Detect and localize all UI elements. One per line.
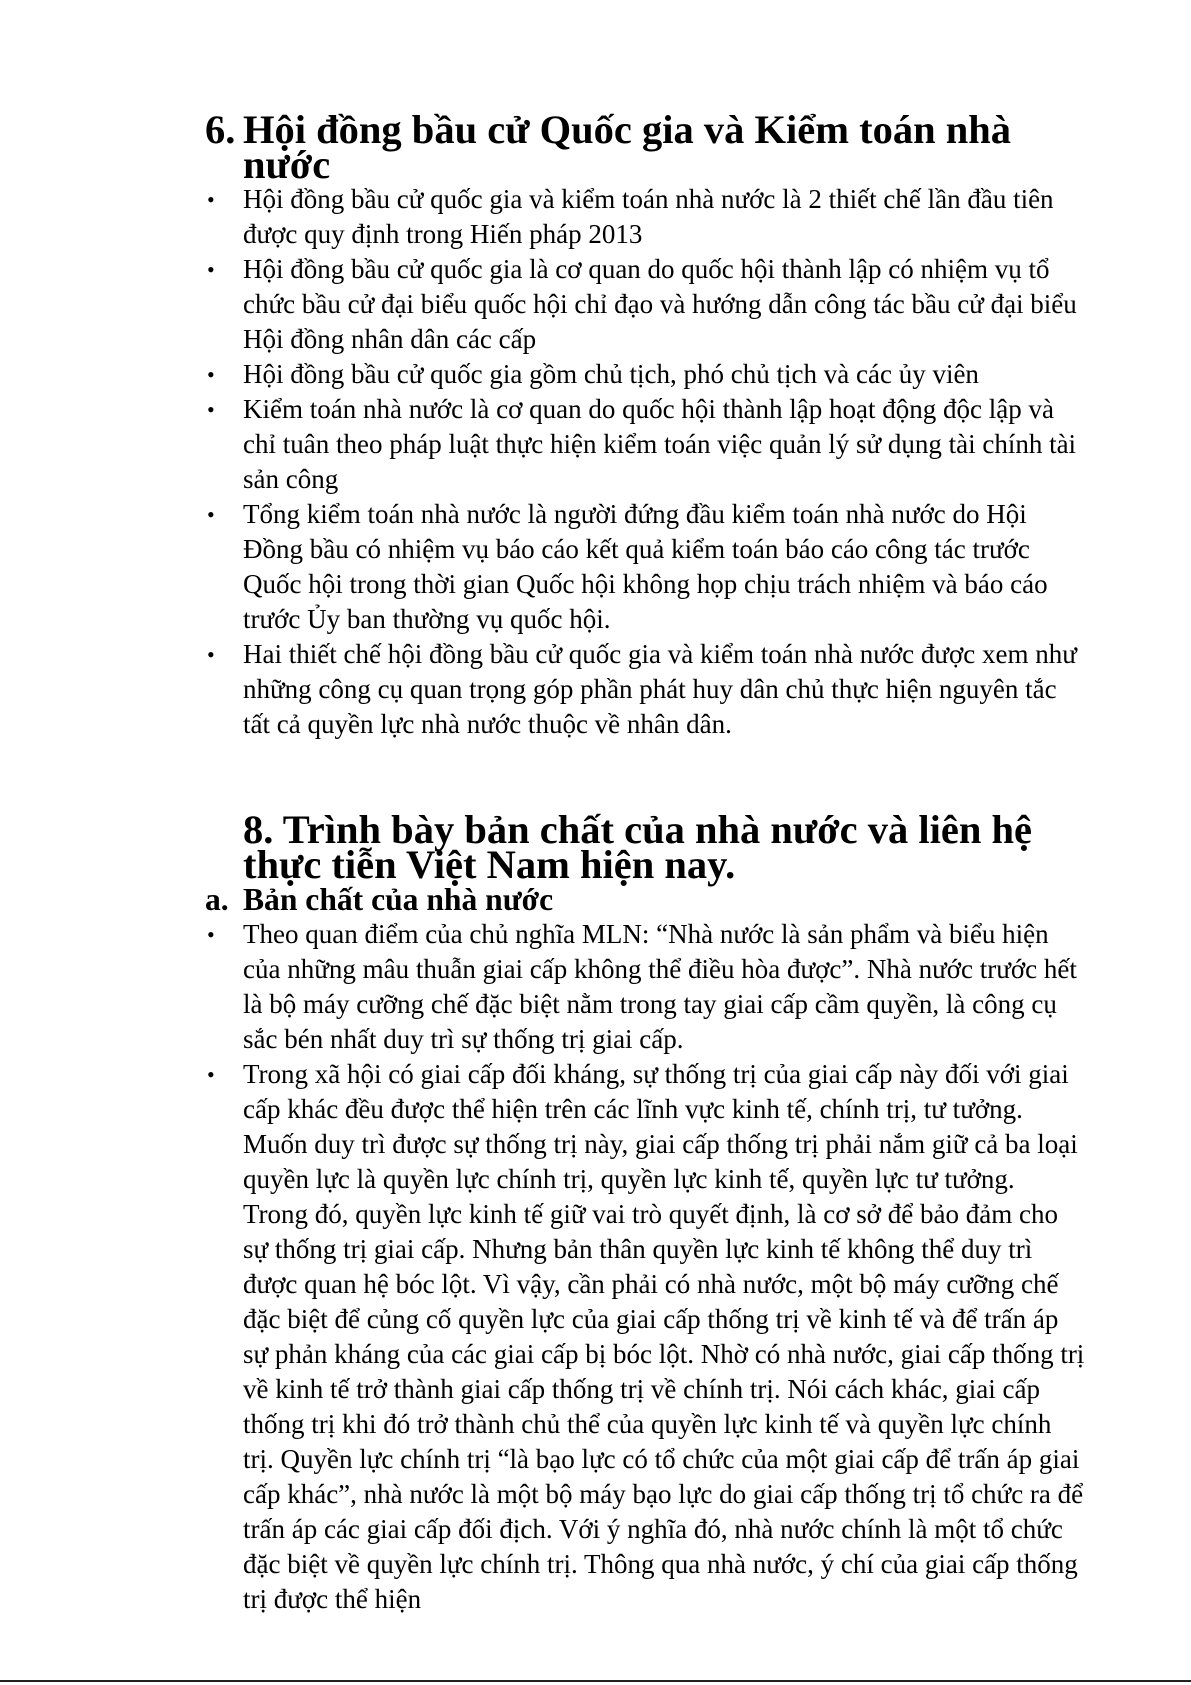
bullet-icon: •: [207, 1062, 215, 1087]
list-item-text: Hội đồng bầu cử quốc gia gồm chủ tịch, phó chủ tịch và các ủy viên: [243, 359, 979, 389]
subsection-a-heading: [205, 882, 1085, 917]
list-item: [205, 917, 1085, 1057]
bullet-icon: •: [207, 362, 215, 387]
list-item-text: Hội đồng bầu cử quốc gia là cơ quan do quốc hội thành lập có nhiệm vụ tổ chức bầu cử đại biểu quốc hội chỉ đạo và hướng dẫn công tác bầu cử đại biểu Hội đồng nhân dân các cấp: [243, 254, 1077, 354]
page-bottom-divider: [0, 1680, 1191, 1682]
bullet-icon: •: [207, 642, 215, 667]
bullet-icon: •: [207, 922, 215, 947]
list-item-text: Hội đồng bầu cử quốc gia và kiểm toán nhà nước là 2 thiết chế lần đầu tiên được quy định trong Hiến pháp 2013: [243, 184, 1054, 249]
document-content: [205, 107, 1085, 1617]
list-item-text: Trong xã hội có giai cấp đối kháng, sự thống trị của giai cấp này đối với giai cấp khác đều được thể hiện trên các lĩnh vực kinh tế, chính trị, tư tưởng. Muốn duy trì được sự thống trị này, giai cấp thống trị phải nắm giữ cả ba loại quyền lực là quyền lực chính trị, quyền lực kinh tế, quyền lực tư tưởng. Trong đó, quyền lực kinh tế giữ vai trò quyết định, là cơ sở để bảo đảm cho sự thống trị giai cấp. Nhưng bản thân quyền lực kinh tế không thể duy trì được quan hệ bóc lột. Vì vậy, cần phải có nhà nước, một bộ máy cưỡng chế đặc biệt để củng cố quyền lực của giai cấp thống trị về kinh tế và để trấn áp sự phản kháng của các giai cấp bị bóc lột. Nhờ có nhà nước, giai cấp thống trị về kinh tế trở thành giai cấp thống trị về chính trị. Nói cách khác, giai cấp thống trị khi đó trở thành chủ thể của quyền lực kinh tế và quyền lực chính trị. Quyền lực chính trị “là bạo lực có tổ chức của một giai cấp để trấn áp giai cấp khác”, nhà nước là một bộ máy bạo lực do giai cấp thống trị tổ chức ra để trấn áp các giai cấp đối địch. Với ý nghĩa đó, nhà nước chính là một tổ chức đặc biệt về quyền lực chính trị. Thông qua nhà nước, ý chí của giai cấp thống trị được thể hiện: [243, 1059, 1085, 1614]
list-item: [205, 1057, 1085, 1617]
list-item-text: Tổng kiểm toán nhà nước là người đứng đầu kiểm toán nhà nước do Hội Đồng bầu có nhiệm vụ báo cáo kết quả kiểm toán báo cáo công tác trước Quốc hội trong thời gian Quốc hội không họp chịu trách nhiệm và báo cáo trước Ủy ban thường vụ quốc hội.: [243, 499, 1048, 634]
section-6-heading: [205, 107, 1085, 187]
section-6-number: 6.: [205, 107, 236, 152]
list-item: [205, 497, 1085, 637]
list-item: [205, 637, 1085, 742]
bullet-icon: •: [207, 187, 215, 212]
bullet-icon: •: [207, 397, 215, 422]
list-item: [205, 392, 1085, 497]
bullet-icon: •: [207, 502, 215, 527]
bullet-icon: •: [207, 257, 215, 282]
section-8-title: 8. Trình bày bản chất của nhà nước và liên hệ thực tiễn Việt Nam hiện nay.: [243, 807, 1033, 887]
section-spacer: [205, 742, 1085, 812]
list-item: [205, 182, 1085, 252]
list-item-text: Kiểm toán nhà nước là cơ quan do quốc hội thành lập hoạt động độc lập và chỉ tuân theo pháp luật thực hiện kiểm toán việc quản lý sử dụng tài chính tài sản công: [243, 394, 1077, 494]
list-item: [205, 357, 1085, 392]
section-8-bullet-list: [205, 917, 1085, 1617]
subsection-a-letter: a.: [205, 882, 229, 917]
section-6-bullet-list: [205, 182, 1085, 742]
list-item-text: Hai thiết chế hội đồng bầu cử quốc gia và kiểm toán nhà nước được xem như những công cụ quan trọng góp phần phát huy dân chủ thực hiện nguyên tắc tất cả quyền lực nhà nước thuộc về nhân dân.: [243, 639, 1077, 739]
list-item-text: Theo quan điểm của chủ nghĩa MLN: “Nhà nước là sản phẩm và biểu hiện của những mâu thuẫn giai cấp không thể điều hòa được”. Nhà nước trước hết là bộ máy cưỡng chế đặc biệt nằm trong tay giai cấp cầm quyền, là công cụ sắc bén nhất duy trì sự thống trị giai cấp.: [243, 919, 1077, 1054]
subsection-a-title: Bản chất của nhà nước: [243, 882, 554, 917]
section-6-title: Hội đồng bầu cử Quốc gia và Kiểm toán nhà nước: [243, 107, 1012, 187]
list-item: [205, 252, 1085, 357]
